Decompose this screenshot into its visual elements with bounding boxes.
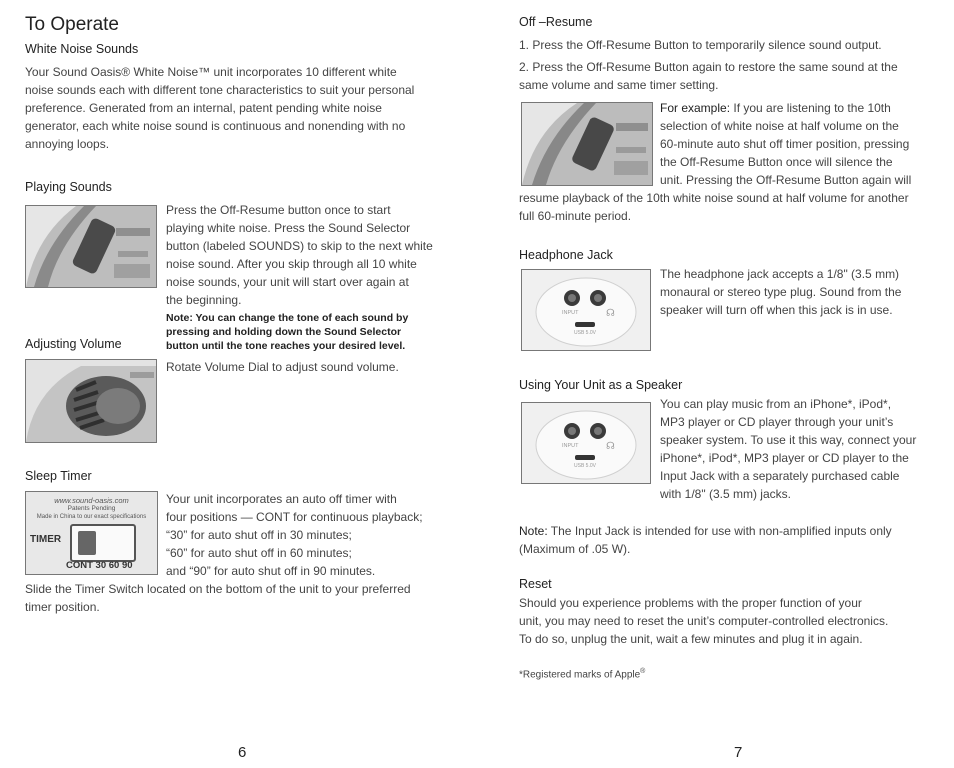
sound-selector-photo bbox=[25, 205, 157, 288]
volume-dial-photo bbox=[25, 359, 157, 443]
input-label: INPUT bbox=[562, 310, 579, 316]
headphone-icon: ☊ bbox=[606, 308, 615, 319]
speaker-input-photo bbox=[521, 402, 651, 484]
timer-switch-photo bbox=[25, 491, 158, 575]
white-noise-heading: White Noise Sounds bbox=[25, 42, 139, 56]
tone-note: Note: You can change the tone of each sound by pressing and holding down the Sound Selector button until the tone reaches your desired level. bbox=[166, 312, 409, 352]
timer-slide-paragraph: Slide the Timer Switch located on the bottom of the unit to your preferred timer position. bbox=[25, 582, 411, 614]
page-number-right: 7 bbox=[734, 744, 743, 761]
timer-switch bbox=[70, 524, 136, 562]
headphone-jack-heading: Headphone Jack bbox=[519, 248, 613, 262]
footnote: *Registered marks of Apple® bbox=[519, 668, 646, 681]
input-label: INPUT bbox=[562, 443, 579, 449]
timer-photo-label: TIMER bbox=[30, 534, 62, 545]
page-number-left: 6 bbox=[238, 744, 247, 761]
headphone-paragraph: The headphone jack accepts a 1/8" (3.5 mm) monaural or stereo type plug. Sound from the speaker will turn off when this jack is in use. bbox=[660, 267, 902, 317]
speaker-heading: Using Your Unit as a Speaker bbox=[519, 378, 683, 392]
usb-label: USB 5.0V bbox=[574, 463, 596, 469]
reset-paragraph: Should you experience problems with the proper function of your unit, you may need to reset the unit’s computer-controlled electronics. To do so, unplug the unit, wait a few minutes and plug it in again. bbox=[519, 596, 889, 646]
adjusting-volume-heading: Adjusting Volume bbox=[25, 337, 122, 351]
timer-photo-made-in: Made in China to our exact specifications bbox=[36, 514, 147, 520]
reset-heading: Reset bbox=[519, 577, 552, 591]
off-resume-example: For example: If you are listening to the 10th selection of white noise at half volume on the 60-minute auto shut off timer position, pressing the Off-Resume Button once will silence the unit. Pressing the Off-Resume Button again will bbox=[660, 101, 912, 187]
page-title: To Operate bbox=[25, 14, 119, 35]
off-resume-heading: Off –Resume bbox=[519, 15, 593, 29]
volume-text: Rotate Volume Dial to adjust sound volume. bbox=[166, 360, 399, 374]
usb-label: USB 5.0V bbox=[574, 330, 596, 336]
example-label: For example: bbox=[660, 101, 731, 115]
off-resume-step-2: 2. Press the Off-Resume Button again to restore the same sound at the same volume and same timer setting. bbox=[519, 60, 898, 92]
playing-sounds-paragraph: Press the Off-Resume button once to start playing white noise. Press the Sound Selector button (labeled SOUNDS) to skip to the next white noise sound. After you skip through all 10 white noise sounds, your unit will start over again at the beginning. bbox=[166, 203, 433, 307]
timer-photo-positions: CONT 30 60 90 bbox=[66, 560, 133, 571]
sleep-timer-heading: Sleep Timer bbox=[25, 469, 92, 483]
sleep-timer-paragraph: Your unit incorporates an auto off timer with four positions — CONT for continuous playback; “30” for auto shut off in 30 minutes; “60” for auto shut off in 60 minutes; and “90” for auto shut off in 90 minutes. bbox=[166, 492, 423, 578]
off-resume-example-continued: resume playback of the 10th white noise sound at half volume for another full 60-minute period. bbox=[519, 191, 909, 223]
white-noise-paragraph: Your Sound Oasis® White Noise™ unit incorporates 10 different white noise sounds each with different tone characteristics to suit your personal preference. Generated from an internal, patent pending white noise generator, each white noise sound is continuous and nonending with no annoying loops. bbox=[25, 65, 415, 151]
playing-sounds-heading: Playing Sounds bbox=[25, 180, 112, 194]
headphone-jack-photo bbox=[521, 269, 651, 351]
input-note: Note: The Input Jack is intended for use with non-amplified inputs only (Maximum of .05 W). bbox=[519, 524, 892, 556]
note-label: Note: bbox=[519, 524, 548, 538]
headphone-icon: ☊ bbox=[606, 441, 615, 452]
off-resume-step-1: 1. Press the Off-Resume Button to temporarily silence sound output. bbox=[519, 38, 882, 52]
timer-photo-patent: Patents Pending bbox=[67, 505, 116, 512]
timer-photo-url: www.sound-oasis.com bbox=[54, 496, 129, 505]
off-resume-photo bbox=[521, 102, 653, 186]
speaker-paragraph: You can play music from an iPhone*, iPod*, MP3 player or CD player through your unit’s speaker system. To use it this way, connect your iPhone*, iPod*, MP3 player or CD player to the Input Jack with a separately purchased cable with 1/8" (3.5 mm) jacks. bbox=[660, 397, 917, 501]
